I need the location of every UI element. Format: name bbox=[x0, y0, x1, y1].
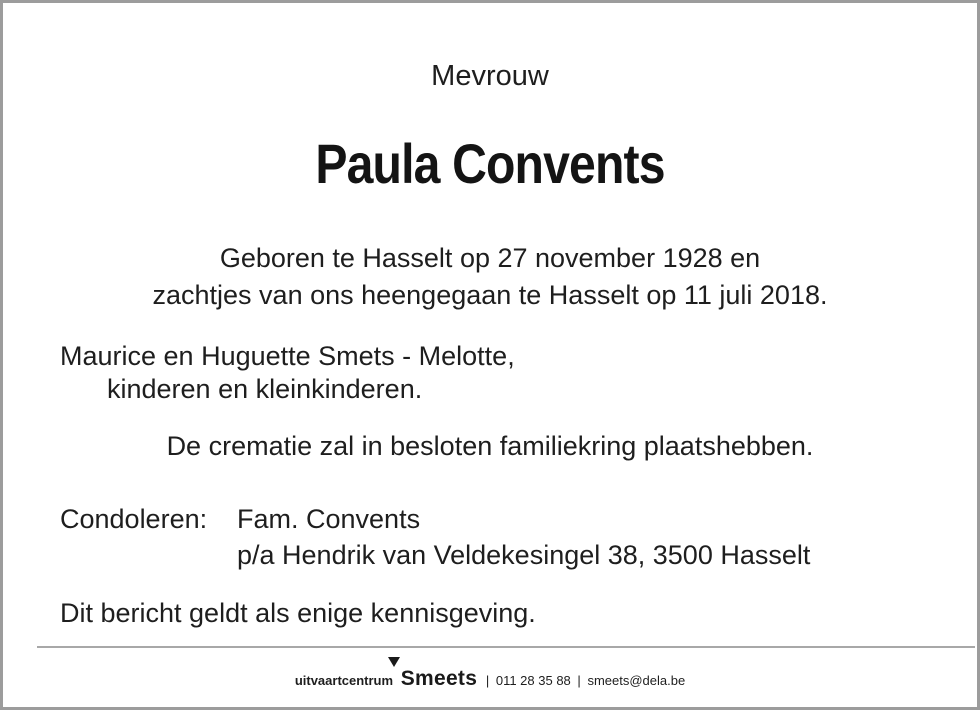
condolence-address: p/a Hendrik van Veldekesingel 38, 3500 Hasselt bbox=[237, 540, 811, 570]
family-line-2: kinderen en kleinkinderen. bbox=[107, 374, 423, 404]
salutation: Mevrouw bbox=[431, 60, 549, 92]
condolence-name: Fam. Convents bbox=[237, 504, 421, 534]
brand-logo bbox=[401, 667, 478, 691]
brand-name: Smeets bbox=[400, 667, 478, 690]
footer-email: smeets@dela.be bbox=[587, 673, 686, 688]
triangle-icon bbox=[388, 657, 400, 667]
separator: | bbox=[485, 673, 490, 688]
funeral-home-footer bbox=[3, 667, 977, 693]
family-line-1: Maurice en Huguette Smets - Melotte, bbox=[60, 341, 515, 371]
footer-label: uitvaartcentrum bbox=[294, 673, 394, 688]
deceased-name: Paula Convents bbox=[315, 132, 665, 195]
birth-line: Geboren te Hasselt op 27 november 1928 en bbox=[219, 243, 761, 273]
condolence-label: Condoleren: bbox=[60, 504, 208, 534]
cremation-text: De crematie zal in besloten familiekring plaatshebben. bbox=[166, 431, 814, 461]
closing-notice: Dit bericht geldt als enige kennisgeving. bbox=[60, 598, 536, 628]
separator: | bbox=[577, 673, 581, 688]
footer-phone: 011 28 35 88 bbox=[495, 673, 571, 688]
death-line: zachtjes van ons heengegaan te Hasselt op 11 juli 2018. bbox=[152, 280, 828, 310]
divider bbox=[37, 646, 975, 648]
